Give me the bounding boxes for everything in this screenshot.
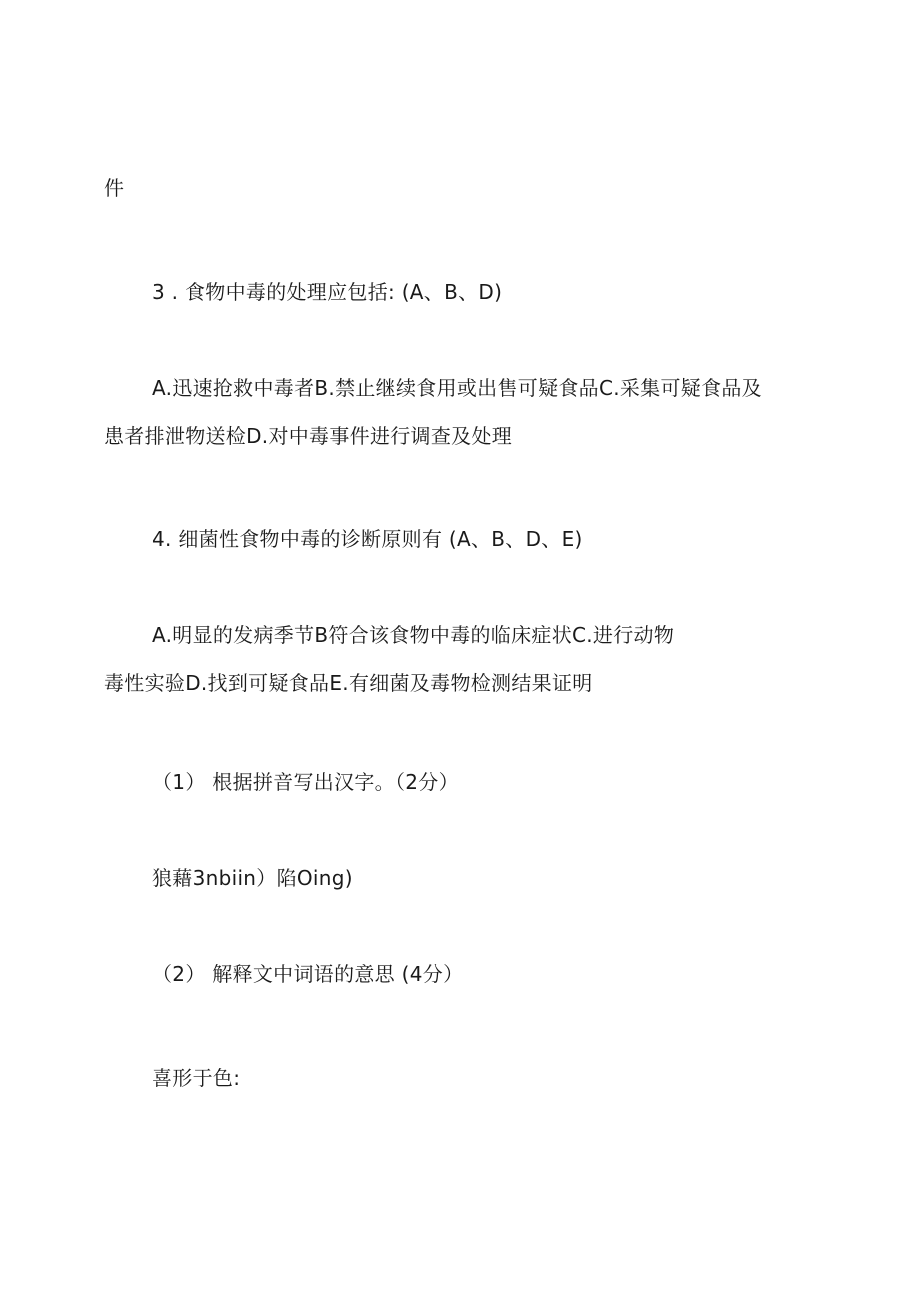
question-3-options-line1: A.迅速抢救中毒者B.禁止继续食用或出售可疑食品C.采集可疑食品及	[152, 376, 762, 400]
text-fragment: 件	[104, 176, 125, 200]
term-xixingyuse: 喜形于色:	[152, 1066, 241, 1090]
pinyin-answer-line: 狼藉3nbiin）陷Oing)	[152, 866, 353, 890]
question-3-options-line2: 患者排泄物送检D.对中毒事件进行调查及处理	[104, 424, 513, 448]
subquestion-2-heading: （2） 解释文中词语的意思 (4分）	[152, 962, 464, 986]
question-3-heading: 3 . 食物中毒的处理应包括: (A、B、D)	[152, 280, 503, 304]
question-4-options-line2: 毒性实验D.找到可疑食品E.有细菌及毒物检测结果证明	[104, 671, 593, 695]
subquestion-1-heading: （1） 根据拼音写出汉字。（2分）	[152, 770, 459, 794]
question-4-options-line1: A.明显的发病季节B符合该食物中毒的临床症状C.进行动物	[152, 623, 675, 647]
question-4-heading: 4. 细菌性食物中毒的诊断原则有 (A、B、D、E)	[152, 527, 583, 551]
